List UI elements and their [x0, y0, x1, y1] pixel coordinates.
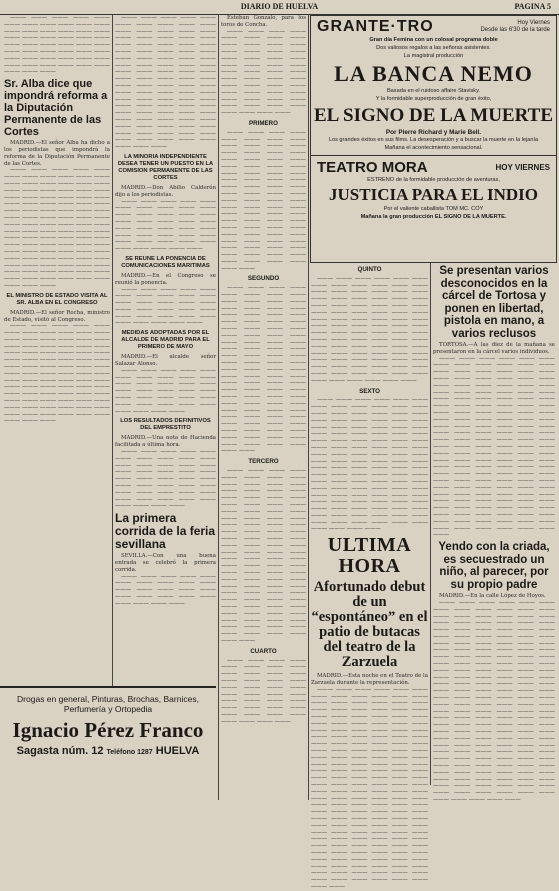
ad-line-2: Perfumería y Ortopedia [63, 704, 153, 714]
filler-text: ——— ——— ——— ——— ——— ——— ——— ——— ——— ——— ——— ——— ——— ——— ——— ——— ——— ——— ——— ——— ——— ——— ——— ——— ——— ——— ——— ——— ——— ——— ——— ——— ——— ——— ——— ——— ——— ——— ——— ——— ——— ——— ——— ——— ——— ——— ——— ——— ——— ——— ——— ——— ——— ——— ——— ——— ——— ——— ——— ——— ——— ——— ——— ——— ——— ——— ——— ——— ——— ——— ——— ——— ——— ——— ——— ——— ——— ——— ——— ——— ——— ——— ——— ——— ——— ——— [4, 323, 110, 425]
filler-text: ——— ——— ——— ——— ——— ——— ——— ——— ——— ——— ——— ——— ——— ——— ——— ——— ——— ——— ——— ——— ——— ——— ——— ——— ——— ——— ——— ——— ——— ——— ——— ——— ——— ——— ——— ——— ——— ——— ——— ——— ——— ——— ——— ——— ——— ——— ——— ——— ——— ——— ——— ——— ——— ——— ——— ——— ——— ——— ——— ——— ——— ——— ——— ——— ——— ——— ——— ——— ——— ——— ——— ——— ——— ——— ——— ——— ——— ——— ——— ——— ——— ——— ——— ——— ——— ——— ——— ——— ——— ——— ——— ——— ——— ——— ——— ——— ——— ——— [221, 285, 306, 455]
film-cast: Por Pierre Richard y Marie Bell. [385, 129, 482, 136]
filler-text: ——— ——— ——— ——— ——— ——— ——— ——— ——— ——— ——— ——— ——— ——— ——— ——— ——— ——— ——— ——— ——— ——— ——— ——— ——— ——— ——— ——— ——— ——— ——— ——— ——— ——— ——— ——— ——— ——— ——— ——— ——— ——— ——— ——— ——— ——— ——— ——— ——— ——— ——— ——— ——— ——— ——— ——— ——— ——— ——— ——— ——— ——— ——— ——— ——— ——— ——— ——— ——— ——— ——— ——— ——— ——— ——— ——— ——— ——— ——— ——— ——— ——— ——— ——— ——— ——— ——— ——— ——— ——— ——— ——— ——— ——— ——— ——— [311, 275, 428, 384]
article-lead: MADRID.—Esta noche en el Teatro de la Zarzuela durante la representación. [311, 673, 428, 687]
ad-telephone: Teléfono 1287 [106, 749, 153, 756]
theatre-mora-row [311, 159, 556, 176]
filler-text: ——— ——— ——— ——— ——— ——— ——— ——— ——— ——— ——— ——— ——— ——— ——— ——— ——— ——— ——— ——— ——— ——— ——— ——— ——— ——— ——— ——— ——— ——— [115, 286, 216, 327]
ad-business-name: Ignacio Pérez Franco [12, 718, 204, 742]
subheadline: LOS RESULTADOS DEFINITIVOS DEL EMPRESTITO [120, 418, 211, 432]
section-heading: SEXTO [359, 387, 380, 395]
theatre-day: Hoy Viernes [517, 20, 550, 26]
headline: Yendo con la criada, es secuestrado un niño, al parecer, por su propio padre [438, 541, 550, 591]
subheadline: EL MINISTRO DE ESTADO VISITA AL SR. ALBA EN EL CONGRESO [6, 292, 108, 306]
filler-text: ——— ——— ——— ——— ——— ——— ——— ——— ——— ——— ——— ——— ——— ——— ——— ——— ——— ——— ——— ——— ——— ——— ——— ——— ——— ——— ——— ——— ——— ——— ——— ——— ——— ——— [115, 367, 216, 415]
article-lead: TORTOSA.—A las diez de la mañana se presentaron en la cárcel varios individuos. [433, 342, 555, 355]
filler-text: ——— ——— ——— ——— ——— ——— ——— ——— ——— ——— ——— ——— ——— ——— ——— ——— ——— ——— ——— ——— ——— ——— ——— ——— [115, 573, 216, 607]
filler-text: ——— ——— ——— ——— ——— ——— ——— ——— ——— ——— ——— ——— ——— ——— ——— ——— ——— ——— ——— ——— ——— ——— ——— ——— ——— ——— ——— ——— ——— ——— ——— ——— ——— ——— ——— ——— ——— ——— ——— ——— ——— ——— ——— ——— [115, 449, 216, 510]
article-lead: MADRID.—Una nota de Hacienda facilitada a última hora. [115, 435, 216, 449]
column-rule [218, 15, 219, 800]
page-header [0, 0, 559, 15]
filler-text: ——— ——— ——— ——— ——— ——— ——— ——— ——— ——— ——— ——— ——— ——— ——— ——— ——— ——— ——— ——— ——— ——— ——— ——— ——— ——— ——— ——— ——— ——— ——— ——— ——— ——— ——— ——— ——— ——— ——— ——— ——— ——— ——— ——— ——— ——— ——— ——— ——— ——— ——— ——— ——— ——— ——— ——— ——— ——— ——— ——— ——— ——— ——— ——— ——— ——— ——— ——— ——— ——— ——— ——— ——— ——— ——— ——— ——— ——— ——— ——— ——— ——— ——— ——— ——— ——— ——— ——— ——— ——— ——— ——— ——— ——— ——— ——— ——— ——— ——— ——— ——— ——— [221, 468, 306, 644]
ad-text: Mañana la gran producción EL SIGNO DE LA MUERTE. [360, 214, 507, 220]
ad-text: Los grandes éxitos en sus films. La desesperación y a buscar la muerte en la lejanía [328, 137, 539, 143]
ad-line-1: Drogas en general, Pinturas, Brochas, Barnices, [17, 694, 199, 704]
ad-text: Dos valiosos regalos a las señoras asistentes. [376, 45, 491, 51]
section-heading: PRIMERO [249, 119, 278, 127]
article-lead: MADRID.—El señor Alba ha dicho a los periodistas que impondrá la reforma de la Diputación Permanente de las Cortes. [4, 140, 110, 167]
filler-text: ——— ——— ——— ——— ——— ——— ——— ——— ——— ——— ——— ——— ——— ——— ——— ——— ——— ——— ——— ——— ——— ——— ——— ——— ——— ——— ——— ——— ——— ——— ——— ——— ——— ——— ——— ——— ——— ——— ——— ——— ——— ——— ——— ——— ——— ——— ——— ——— ——— ——— ——— ——— ——— ——— ——— ——— ——— ——— ——— ——— ——— ——— ——— ——— ——— ——— ——— ——— ——— ——— ——— ——— ——— ——— ——— ——— ——— ——— ——— ——— ——— ——— ——— ——— ——— ——— ——— ——— ——— ——— ——— ——— ——— ——— ——— ——— ——— ——— ——— ——— ——— ——— ——— ——— ——— ——— ——— ——— ——— ——— ——— ——— ——— ——— ——— ——— ——— ——— ——— ——— ——— ——— ——— ——— ——— ——— ——— ——— ——— ——— ——— ——— ——— ——— ——— ——— ——— ——— ——— ——— ——— ——— ——— ——— ——— ——— ——— ——— ——— ——— ——— ——— ——— ——— ——— ——— ——— [433, 355, 555, 539]
section-heading: CUARTO [250, 647, 277, 655]
cinema-advertisement [310, 15, 557, 263]
article-lead: MADRID.—Don Abilio Calderón dijo a los periodistas. [115, 184, 216, 198]
column-rule [430, 262, 431, 785]
article-lead: SEVILLA.—Con una buena entrada se celebró la primera corrida. [115, 553, 216, 573]
theatre-schedule [480, 20, 550, 34]
ad-text: ESTRENO de la formidable producción de aventuras, [367, 177, 500, 183]
theatre-time: Desde las 6'30 de la tarde [480, 27, 550, 33]
column-rule [308, 15, 309, 800]
filler-text: ——— ——— ——— ——— ——— ——— ——— ——— ——— ——— ——— ——— ——— ——— ——— ——— ——— ——— ——— ——— ——— ——— ——— ——— ——— ——— ——— ——— ——— ——— ——— ——— ——— ——— ——— ——— ——— ——— ——— ——— ——— ——— ——— ——— ——— ——— ——— ——— ——— ——— ——— ——— ——— ——— ——— ——— ——— ——— ——— ——— ——— ——— ——— ——— ——— ——— ——— ——— ——— ——— ——— ——— ——— ——— ——— ——— ——— ——— ——— ——— ——— ——— ——— ——— ——— ——— ——— ——— ——— ——— ——— ——— ——— ——— ——— ——— ——— ——— ——— ——— ——— ——— ——— ——— ——— ——— ——— ——— ——— ——— ——— ——— ——— ——— ——— ——— ——— ——— ——— ——— ——— ——— ——— ——— ——— ——— ——— ——— ——— ——— ——— ——— ——— ——— ——— ——— ——— ——— ——— ——— ——— ——— ——— ——— ——— ——— ——— ——— ——— ——— ——— ——— ——— ——— ——— ——— ——— ——— ——— ——— ——— ——— ——— ——— ——— ——— ——— ——— ——— ——— ——— ——— ——— ——— ——— ——— [311, 686, 428, 890]
subheadline: LA MINORIA INDEPENDIENTE DESEA TENER UN PUESTO EN LA COMISION PERMANENTE DE LAS CORTES [117, 153, 214, 181]
filler-text: ——— ——— ——— ——— ——— ——— ——— ——— ——— ——— ——— ——— ——— ——— ——— ——— ——— ——— ——— ——— ——— ——— ——— ——— ——— ——— ——— ——— ——— ——— ——— ——— ——— ——— ——— ——— ——— ——— ——— ——— ——— ——— ——— ——— ——— ——— ——— ——— ——— ——— [4, 15, 110, 76]
header-title: DIARIO DE HUELVA [240, 2, 319, 11]
ad-text: La magistral producción [403, 53, 464, 59]
theatre-name: TEATRO MORA [317, 159, 428, 176]
column-4 [311, 263, 428, 890]
ad-divider [311, 155, 556, 156]
headline: Afortunado debut de un “espontáneo” en el patio de butacas del teatro de la Zarzuela [311, 579, 428, 671]
filler-text: ——— ——— ——— ——— ——— ——— ——— ——— ——— ——— ——— ——— ——— ——— ——— ——— ——— ——— ——— ——— ——— ——— ——— ——— ——— ——— ——— ——— ——— ——— ——— ——— ——— ——— ——— ——— ——— ——— ——— ——— ——— ——— ——— ——— ——— ——— ——— ——— ——— ——— ——— ——— [221, 28, 306, 117]
column-rule [112, 15, 113, 686]
filler-text: ——— ——— ——— ——— ——— ——— ——— ——— ——— ——— ——— ——— ——— ——— ——— ——— ——— ——— ——— ——— ——— ——— ——— ——— ——— ——— ——— ——— ——— ——— ——— ——— ——— ——— ——— ——— ——— ——— ——— ——— ——— ——— ——— ——— ——— ——— ——— ——— ——— ——— ——— ——— ——— ——— ——— ——— ——— ——— ——— ——— ——— ——— ——— ——— ——— ——— ——— ——— ——— ——— ——— ——— ——— ——— ——— ——— ——— ——— ——— ——— ——— ——— [221, 129, 306, 272]
section-heading: SEGUNDO [247, 275, 280, 283]
theatre-name: GRANTE·TRO [317, 18, 434, 35]
film-title: JUSTICIA PARA EL INDIO [329, 185, 538, 204]
filler-text: ——— ——— ——— ——— ——— ——— ——— ——— ——— ——— ——— ——— ——— ——— ——— ——— ——— ——— ——— ——— ——— ——— ——— ——— ——— ——— ——— ——— ——— ——— ——— ——— ——— ——— ——— ——— ——— ——— ——— ——— ——— ——— ——— ——— ——— ——— ——— ——— ——— ——— ——— ——— ——— ——— ——— ——— ——— ——— ——— ——— ——— ——— ——— ——— ——— ——— ——— ——— ——— ——— ——— ——— ——— ——— ——— ——— ——— ——— ——— ——— ——— ——— ——— ——— ——— ——— ——— ——— ——— ——— ——— ——— ——— ——— ——— ——— ——— ——— ——— ——— ——— ——— ——— ——— [4, 167, 110, 289]
headline: Se presentan varios desconocidos en la cárcel de Tortosa y ponen en libertad, pistola en mano, a varios reclusos [439, 265, 549, 340]
column-1 [4, 15, 110, 685]
article-body: Esteban Gonzalo, para los toros de Concha. [221, 15, 306, 28]
filler-text: ——— ——— ——— ——— ——— ——— ——— ——— ——— ——— ——— ——— ——— ——— ——— ——— ——— ——— ——— ——— ——— ——— ——— ——— ——— ——— ——— ——— ——— ——— ——— ——— ——— ——— ——— ——— ——— ——— ——— ——— ——— ——— ——— ——— ——— ——— ——— ——— ——— ——— ——— ——— ——— ——— ——— ——— ——— ——— ——— ——— ——— ——— ——— ——— ——— ——— ——— ——— ——— ——— ——— ——— ——— ——— ——— ——— ——— ——— ——— ——— ——— ——— ——— ——— ——— ——— ——— ——— ——— ——— ——— ——— ——— ——— ——— ——— ——— ——— [115, 15, 216, 151]
ad-text: Mañana el acontecimiento sensacional. [384, 145, 483, 151]
ad-text: Y la formidable superproducción de gran éxito, [375, 96, 492, 102]
filler-text: ——— ——— ——— ——— ——— ——— ——— ——— ——— ——— ——— ——— ——— ——— ——— ——— ——— ——— ——— ——— ——— ——— ——— ——— ——— ——— ——— ——— ——— ——— ——— ——— ——— ——— ——— ——— ——— ——— ——— ——— ——— ——— ——— ——— ——— ——— ——— ——— ——— ——— ——— ——— ——— ——— ——— ——— ——— ——— ——— ——— ——— ——— ——— ——— ——— ——— ——— ——— ——— ——— ——— ——— ——— ——— ——— ——— ——— ——— ——— ——— ——— ——— ——— ——— ——— ——— ——— ——— ——— ——— ——— ——— ——— ——— ——— ——— ——— ——— ——— ——— ——— ——— ——— ——— ——— ——— ——— ——— ——— ——— ——— ——— ——— ——— ——— ——— ——— ——— ——— ——— ——— ——— ——— ——— ——— ——— ——— ——— ——— ——— ——— ——— ——— ——— ——— ——— ——— ——— ——— ——— ——— ——— ——— ——— ——— ——— ——— ——— ——— ——— ——— ——— ——— ——— ——— ——— ——— ——— ——— ——— ——— ——— ——— ——— ——— ——— ——— ——— ——— ——— ——— ——— ——— ——— ——— ——— ——— ——— ——— [433, 599, 555, 804]
film-title: EL SIGNO DE LA MUERTE [313, 105, 553, 126]
column-5 [433, 263, 555, 804]
article-lead: MADRID.—El alcalde señor Salazar Alonso. [115, 354, 216, 368]
pharmacy-advertisement [0, 686, 216, 802]
film-cast: Por el valiente caballista TOM MC. COY [383, 206, 484, 212]
ad-address-line [0, 745, 216, 757]
section-heading: TERCERO [248, 458, 279, 466]
article-lead: MADRID.—En el Congreso se reunió la ponencia. [115, 272, 216, 286]
article-lead: MADRID.—En la calle López de Hoyos. [439, 593, 546, 600]
headline: ULTIMA HORA [327, 534, 412, 578]
subheadline: MEDIDAS ADOPTADAS POR EL ALCALDE DE MADRID PARA EL PRIMERO DE MAYO [121, 330, 210, 351]
ad-text: Basada en el ruidoso affaire Stavisky. [386, 88, 481, 94]
filler-text: ——— ——— ——— ——— ——— ——— ——— ——— ——— ——— ——— ——— ——— ——— ——— ——— ——— ——— ——— ——— ——— ——— ——— ——— ——— ——— ——— ——— ——— ——— ——— ——— ——— ——— ——— ——— ——— ——— ——— ——— [115, 198, 216, 253]
article-body: MADRID.—El señor Rocha, ministro de Estado, visitó al Congreso. [4, 309, 110, 323]
theatre-day: HOY VIERNES [495, 163, 550, 172]
ad-address: Sagasta núm. 12 [16, 745, 104, 757]
filler-text: ——— ——— ——— ——— ——— ——— ——— ——— ——— ——— ——— ——— ——— ——— ——— ——— ——— ——— ——— ——— ——— ——— ——— ——— ——— ——— ——— ——— ——— ——— ——— ——— ——— ——— ——— ——— ——— ——— ——— ——— [221, 657, 306, 725]
headline: Sr. Alba dice que impondrá reforma a la Diputación Permanente de las Cortes [4, 78, 108, 139]
header-page-number: PAGINA 5 [514, 2, 551, 11]
filler-text: ——— ——— ——— ——— ——— ——— ——— ——— ——— ——— ——— ——— ——— ——— ——— ——— ——— ——— ——— ——— ——— ——— ——— ——— ——— ——— ——— ——— ——— ——— ——— ——— ——— ——— ——— ——— ——— ——— ——— ——— ——— ——— ——— ——— ——— ——— ——— ——— ——— ——— ——— ——— ——— ——— ——— ——— ——— ——— ——— ——— ——— ——— ——— ——— ——— ——— ——— ——— ——— ——— ——— ——— ——— ——— ——— ——— ——— ——— ——— ——— ——— ——— ——— ——— ——— ——— ——— ——— ——— ——— ——— ——— ——— ——— ——— ——— ——— ——— ——— ——— ——— ——— ——— ——— ——— ——— ——— ——— ——— ——— ——— ——— ——— ——— ——— ——— ——— ——— [311, 397, 428, 533]
headline: La primera corrida de la feria sevillana [115, 511, 216, 552]
ad-city: HUELVA [155, 745, 200, 757]
film-title: LA BANCA NEMO [334, 61, 533, 86]
subheadline: SE REUNE LA PONENCIA DE COMUNICACIONES MARITIMAS [121, 255, 210, 269]
ad-tagline: Gran día Femina con un colosal programa doble [369, 37, 498, 43]
section-heading: QUINTO [357, 266, 382, 273]
column-2 [115, 15, 216, 685]
column-3 [221, 15, 306, 799]
